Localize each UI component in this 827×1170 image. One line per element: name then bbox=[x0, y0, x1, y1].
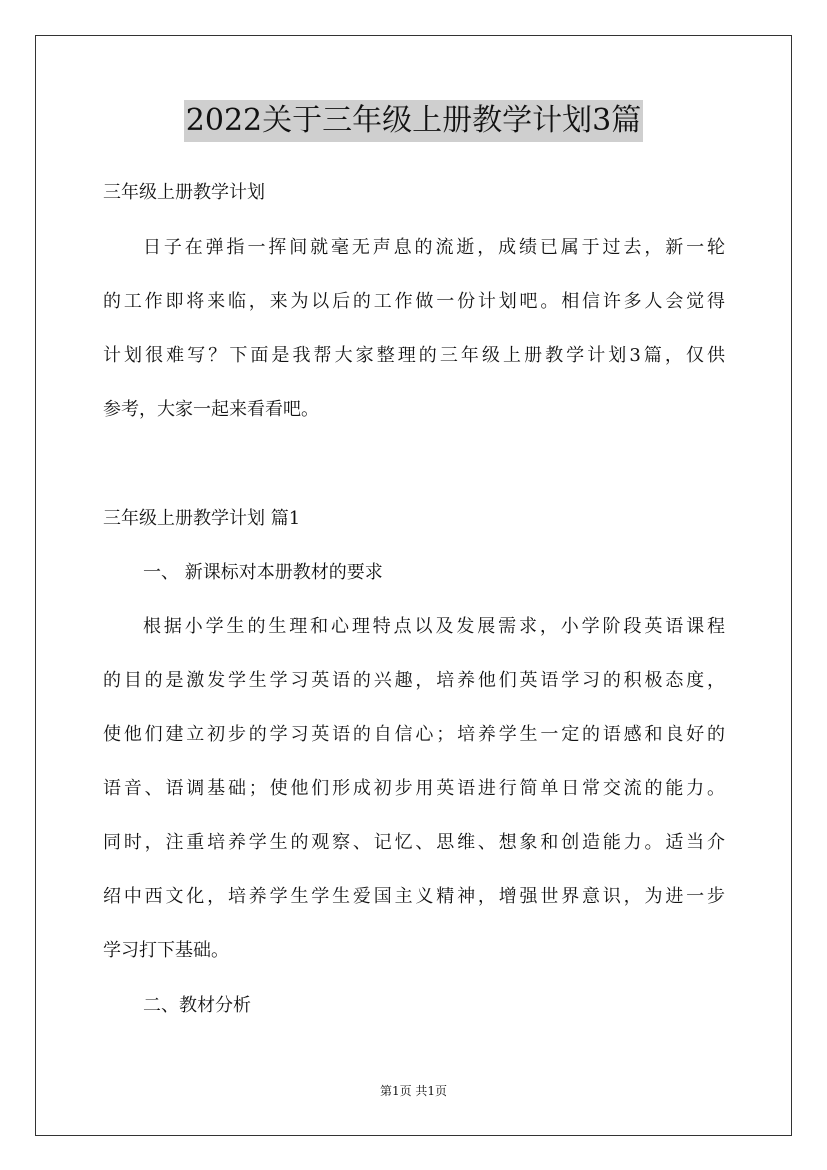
paragraph-line: 日子在弹指一挥间就毫无声息的流逝，成绩已属于过去，新一轮 bbox=[143, 237, 725, 258]
paragraph-line: 学习打下基础。 bbox=[103, 940, 229, 961]
paragraph-line: 的工作即将来临，来为以后的工作做一份计划吧。相信许多人会觉得 bbox=[103, 291, 725, 312]
subsection-heading: 二、教材分析 bbox=[143, 995, 251, 1016]
paragraph-line: 的目的是激发学生学习英语的兴趣，培养他们英语学习的积极态度， bbox=[103, 670, 725, 691]
subsection-heading: 一、 新课标对本册教材的要求 bbox=[143, 562, 383, 583]
document-title: 2022关于三年级上册教学计划3篇 bbox=[184, 100, 643, 142]
intro-heading: 三年级上册教学计划 bbox=[103, 182, 265, 203]
page-footer: 第1页 共1页 bbox=[379, 1084, 448, 1098]
paragraph-line: 绍中西文化，培养学生学生爱国主义精神，增强世界意识，为进一步 bbox=[103, 886, 725, 907]
section-heading: 三年级上册教学计划 篇1 bbox=[103, 508, 301, 529]
paragraph-line: 根据小学生的生理和心理特点以及发展需求，小学阶段英语课程 bbox=[143, 616, 725, 637]
paragraph-line: 参考，大家一起来看看吧。 bbox=[103, 399, 319, 420]
paragraph-line: 使他们建立初步的学习英语的自信心；培养学生一定的语感和良好的 bbox=[103, 724, 725, 745]
paragraph-line: 同时，注重培养学生的观察、记忆、思维、想象和创造能力。适当介 bbox=[103, 832, 725, 853]
title-wrap bbox=[0, 100, 827, 142]
paragraph-line: 语音、语调基础；使他们形成初步用英语进行简单日常交流的能力。 bbox=[103, 778, 725, 799]
paragraph-line: 计划很难写？下面是我帮大家整理的三年级上册教学计划3篇，仅供 bbox=[103, 345, 725, 366]
